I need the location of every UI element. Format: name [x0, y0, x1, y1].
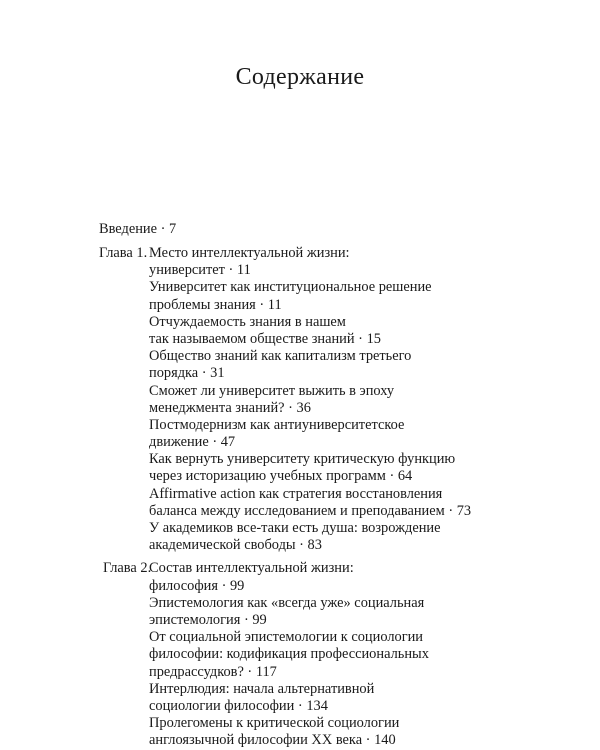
toc-chapter-1-heading[interactable] — [0, 245, 600, 262]
toc-line: движение · 47 — [149, 434, 236, 451]
toc-line: философия · 99 — [149, 577, 245, 594]
toc-entry[interactable]: Пролегомены к критической социологии — [149, 715, 400, 732]
chapter-label: Глава 2. — [103, 560, 152, 577]
toc-line: проблемы знания · 11 — [149, 296, 282, 313]
toc-line: социологии философии · 134 — [149, 697, 328, 714]
toc-line: менеджмента знаний? · 36 — [149, 399, 311, 416]
chapter-title: Состав интеллектуальной жизни: — [149, 560, 354, 577]
toc-chapter-2-heading[interactable] — [0, 560, 600, 577]
toc-line: через историзацию учебных программ · 64 — [149, 468, 413, 485]
toc-line: англоязычной философии XX века · 140 — [149, 732, 396, 749]
chapter-title: Место интеллектуальной жизни: — [149, 245, 350, 261]
toc-entry[interactable]: У академиков все-таки есть душа: возрождение — [149, 520, 441, 536]
toc-line: эпистемология · 99 — [149, 611, 267, 628]
toc-entry[interactable]: Интерлюдия: начала альтернативной — [149, 680, 375, 697]
toc-line: так называемом обществе знаний · 15 — [149, 330, 381, 347]
toc-entry[interactable]: Affirmative action как стратегия восстановления — [149, 485, 443, 502]
table-of-contents — [0, 221, 600, 749]
chapter-label: Глава 1. — [99, 245, 148, 261]
toc-line: предрассудков? · 117 — [149, 663, 277, 680]
toc-line: академической свободы · 83 — [149, 537, 322, 554]
toc-entry[interactable]: Эпистемология как «всегда уже» социальная — [149, 594, 425, 611]
toc-line: философии: кодификация профессиональных — [149, 646, 429, 663]
toc-entry[interactable]: От социальной эпистемологии к социологии — [149, 629, 424, 646]
toc-line: университет · 11 — [149, 262, 251, 279]
toc-entry[interactable]: Сможет ли университет выжить в эпоху — [149, 382, 395, 399]
toc-entry[interactable]: Университет как институциональное решение — [149, 279, 432, 296]
toc-line: порядка · 31 — [149, 365, 225, 382]
toc-entry-intro[interactable]: Введение · 7 — [99, 221, 177, 237]
toc-entry[interactable]: Постмодернизм как антиуниверситетское — [149, 416, 405, 433]
page-title: Содержание — [235, 64, 365, 90]
toc-entry[interactable]: Как вернуть университету критическую функцию — [149, 451, 456, 468]
toc-entry[interactable]: Отчуждаемость знания в нашем — [149, 313, 346, 330]
toc-entry[interactable]: Общество знаний как капитализм третьего — [149, 348, 412, 365]
toc-line: баланса между исследованием и преподаванием · 73 — [149, 502, 472, 519]
